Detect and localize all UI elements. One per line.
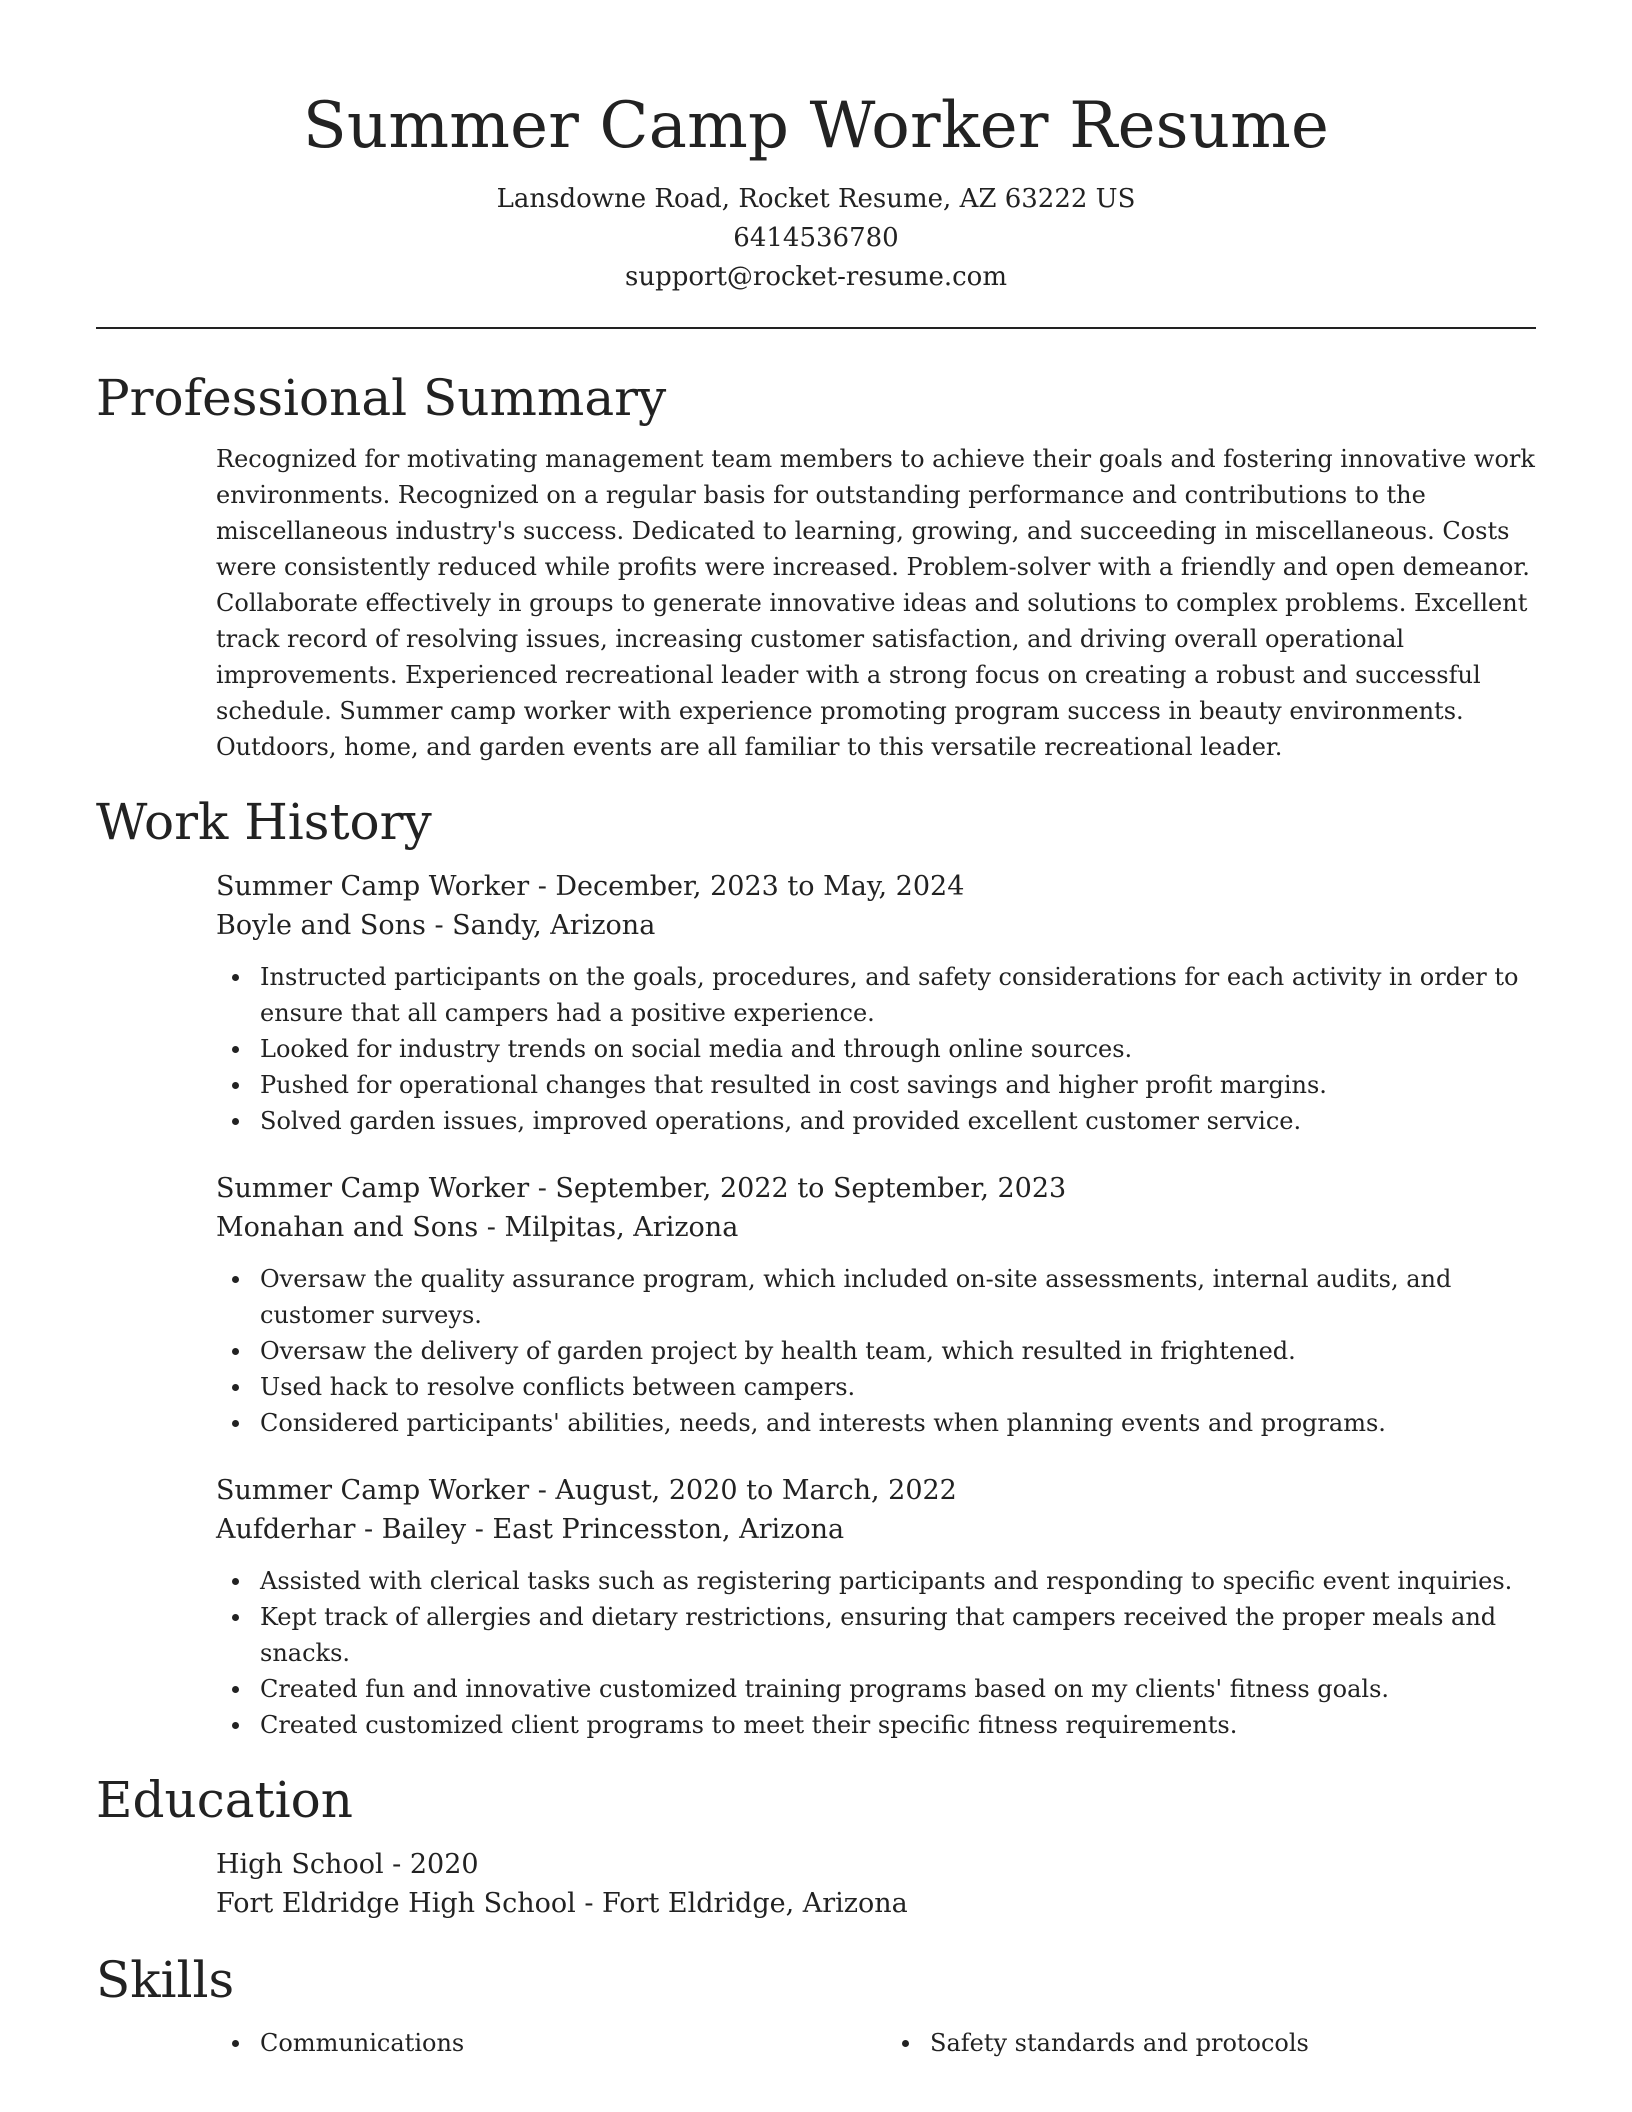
list-item: Created fun and innovative customized training programs based on my clients' fitness goals. bbox=[216, 1671, 1536, 1707]
skills-list-right bbox=[886, 2025, 1536, 2061]
skills-list-left bbox=[216, 2025, 866, 2061]
work-history-section bbox=[96, 791, 1536, 1743]
job-entry bbox=[216, 1169, 1536, 1441]
skills-section bbox=[96, 1949, 1536, 2061]
section-heading-education: Education bbox=[96, 1771, 353, 1829]
summary-text: Recognized for motivating management team members to achieve their goals and fostering innovative work environments. Recognized on a regular basis for outstanding performance and contributions to the miscellaneous industry's success. Dedicated to learning, growing, and succeeding in miscellaneous. Costs were consistently reduced while profits were increased. Problem-solver with a friendly and open demeanor. Collaborate effectively in groups to generate innovative ideas and solutions to complex problems. Excellent track record of resolving issues, increasing customer satisfaction, and driving overall operational improvements. Experienced recreational leader with a strong focus on creating a robust and successful schedule. Summer camp worker with experience promoting program success in beauty environments. Outdoors, home, and garden events are all familiar to this versatile recreational leader. bbox=[216, 445, 1535, 761]
job-title-line: Summer Camp Worker - August, 2020 to March, 2022 bbox=[216, 1475, 957, 1506]
section-heading-work: Work History bbox=[96, 793, 432, 851]
job-title-line: Summer Camp Worker - September, 2022 to September, 2023 bbox=[216, 1173, 1067, 1204]
list-item: Communications bbox=[216, 2025, 866, 2061]
skills-grid bbox=[216, 2025, 1536, 2061]
job-company-line: Monahan and Sons - Milpitas, Arizona bbox=[216, 1212, 739, 1243]
job-entry bbox=[216, 867, 1536, 1139]
list-item: Safety standards and protocols bbox=[886, 2025, 1536, 2061]
job-bullet-list bbox=[216, 1261, 1536, 1441]
contact-phone: 6414536780 bbox=[733, 223, 899, 253]
resume-title: Summer Camp Worker Resume bbox=[302, 89, 1330, 163]
job-entry bbox=[216, 1471, 1536, 1743]
list-item: Created customized client programs to meet their specific fitness requirements. bbox=[216, 1707, 1536, 1743]
list-item: Kept track of allergies and dietary restrictions, ensuring that campers received the proper meals and snacks. bbox=[216, 1599, 1536, 1671]
job-company-line: Aufderhar - Bailey - East Princesston, Arizona bbox=[216, 1514, 845, 1545]
list-item: Pushed for operational changes that resulted in cost savings and higher profit margins. bbox=[216, 1067, 1536, 1103]
list-item: Looked for industry trends on social media and through online sources. bbox=[216, 1031, 1536, 1067]
list-item: Oversaw the quality assurance program, which included on-site assessments, internal audits, and customer surveys. bbox=[216, 1261, 1536, 1333]
contact-email: support@rocket-resume.com bbox=[624, 262, 1007, 292]
contact-address: Lansdowne Road, Rocket Resume, AZ 63222 US bbox=[496, 184, 1136, 214]
list-item: Assisted with clerical tasks such as registering participants and responding to specific event inquiries. bbox=[216, 1563, 1536, 1599]
header-divider bbox=[96, 327, 1536, 329]
list-item: Instructed participants on the goals, procedures, and safety considerations for each activity in order to ensure that all campers had a positive experience. bbox=[216, 959, 1536, 1031]
list-item: Used hack to resolve conflicts between campers. bbox=[216, 1369, 1536, 1405]
section-heading-summary: Professional Summary bbox=[96, 369, 667, 427]
contact-block bbox=[96, 180, 1536, 297]
education-section bbox=[96, 1769, 1536, 1923]
education-entry bbox=[216, 1845, 1536, 1923]
job-bullet-list bbox=[216, 1563, 1536, 1743]
education-degree-line: High School - 2020 bbox=[216, 1849, 479, 1880]
job-title-line: Summer Camp Worker - December, 2023 to May, 2024 bbox=[216, 871, 965, 902]
list-item: Oversaw the delivery of garden project by health team, which resulted in frightened. bbox=[216, 1333, 1536, 1369]
section-heading-skills: Skills bbox=[96, 1951, 235, 2009]
education-school-line: Fort Eldridge High School - Fort Eldridge, Arizona bbox=[216, 1888, 908, 1919]
job-company-line: Boyle and Sons - Sandy, Arizona bbox=[216, 910, 656, 941]
list-item: Considered participants' abilities, needs, and interests when planning events and programs. bbox=[216, 1405, 1536, 1441]
professional-summary-section bbox=[96, 367, 1536, 765]
list-item: Solved garden issues, improved operations, and provided excellent customer service. bbox=[216, 1103, 1536, 1139]
job-bullet-list bbox=[216, 959, 1536, 1139]
